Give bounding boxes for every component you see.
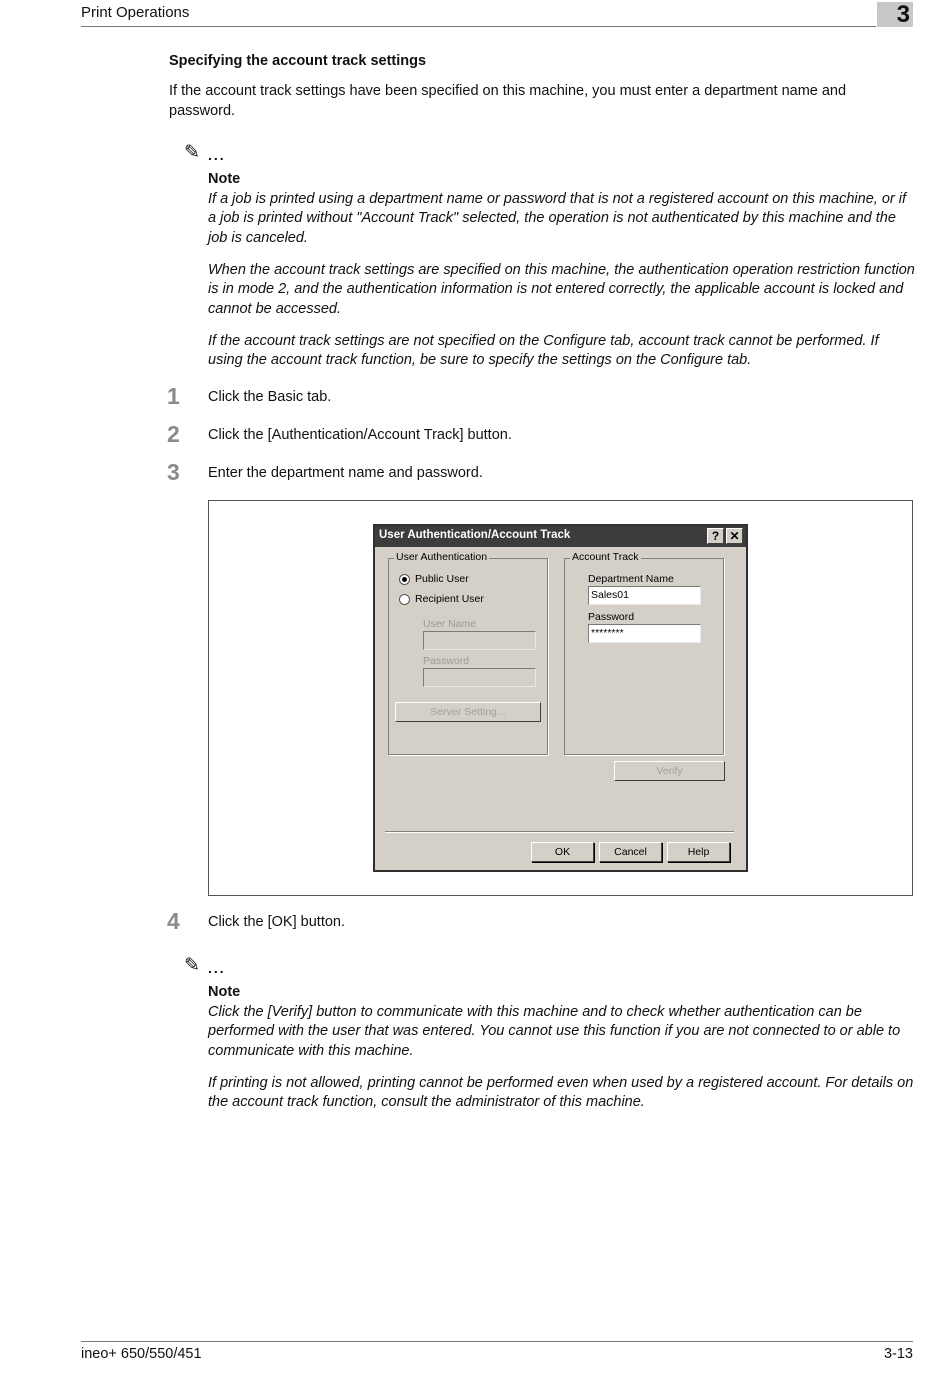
recipient-user-label[interactable]: Recipient User: [415, 593, 484, 605]
ellipsis-icon: ...: [208, 147, 226, 163]
note-label: Note: [208, 984, 241, 1000]
note-paragraph: If a job is printed using a department name or password that is not a registered account on this machine, or if a job is printed without "Account Track" selected, the operation is not authenticated by this machine and the job is canceled.: [208, 191, 906, 246]
password-label: Password: [423, 655, 470, 667]
header-rule: [81, 26, 876, 27]
pencil-icon: ✎: [184, 142, 200, 163]
pencil-icon: ✎: [184, 955, 200, 976]
group-label: Account Track: [572, 551, 639, 563]
account-password-label: Password: [588, 611, 635, 623]
step-number: 1: [167, 383, 180, 409]
ok-button[interactable]: OK: [531, 842, 594, 862]
public-user-label[interactable]: Public User: [415, 573, 469, 585]
note-paragraph: Click the [Verify] button to communicate with this machine and to check whether authentication can be performed with the user that was entered. You cannot use this function if you are not connected to or able to communicate with this machine.: [208, 1004, 901, 1059]
step-text: Click the Basic tab.: [208, 389, 332, 405]
dialog-title-bar: [375, 526, 746, 547]
step-text: Enter the department name and password.: [208, 465, 483, 481]
intro-paragraph: If the account track settings have been specified on this machine, you must enter a department name and password.: [169, 83, 847, 119]
note-label: Note: [208, 171, 241, 187]
dialog-separator: [385, 831, 734, 833]
department-name-label: Department Name: [588, 573, 674, 585]
department-name-field[interactable]: Sales01: [588, 586, 701, 605]
note-paragraph: If printing is not allowed, printing cannot be performed even when used by a registered account. For details on the account track function, consult the administrator of this machine.: [208, 1075, 914, 1111]
section-title: Specifying the account track settings: [169, 53, 427, 69]
footer-rule: [81, 1341, 913, 1342]
password-field[interactable]: [423, 668, 536, 687]
ellipsis-icon: ...: [208, 960, 226, 976]
step-number: 2: [167, 421, 180, 447]
account-track-group: [564, 551, 724, 755]
note-paragraph: When the account track settings are specified on this machine, the authentication operation restriction function is in mode 2, and the authentication information is not entered correctly, the applicable account is locked and cannot be accessed.: [208, 262, 915, 317]
cancel-button[interactable]: Cancel: [599, 842, 662, 862]
footer-model: ineo+ 650/550/451: [81, 1346, 202, 1362]
radio-selected-dot: [402, 577, 407, 582]
group-label: User Authentication: [396, 551, 488, 563]
account-password-field[interactable]: ********: [588, 624, 701, 643]
user-name-label: User Name: [423, 618, 477, 630]
step-text: Click the [Authentication/Account Track] button.: [208, 427, 512, 443]
user-name-field[interactable]: [423, 631, 536, 650]
dialog-title: User Authentication/Account Track: [379, 529, 571, 541]
server-setting-button[interactable]: Server Setting...: [395, 702, 541, 722]
auth-dialog: [373, 524, 748, 872]
step-text: Click the [OK] button.: [208, 914, 346, 930]
help-button[interactable]: Help: [667, 842, 730, 862]
chapter-tab: [877, 2, 913, 27]
help-icon[interactable]: ?: [707, 528, 724, 544]
recipient-user-radio[interactable]: [399, 594, 410, 605]
step-number: 4: [167, 908, 180, 934]
verify-button[interactable]: Verify: [614, 761, 725, 781]
note-paragraph: If the account track settings are not specified on the Configure tab, account track cannot be performed. If using the account track function, be sure to specify the settings on the Configure tab.: [208, 333, 879, 369]
chapter-number: 3: [896, 1, 910, 28]
public-user-radio[interactable]: [399, 574, 410, 585]
running-header-title: Print Operations: [81, 4, 190, 21]
step-number: 3: [167, 459, 180, 485]
user-auth-group: [388, 551, 548, 755]
footer-page-number: 3-13: [883, 1346, 913, 1362]
close-icon[interactable]: ✕: [726, 528, 743, 544]
